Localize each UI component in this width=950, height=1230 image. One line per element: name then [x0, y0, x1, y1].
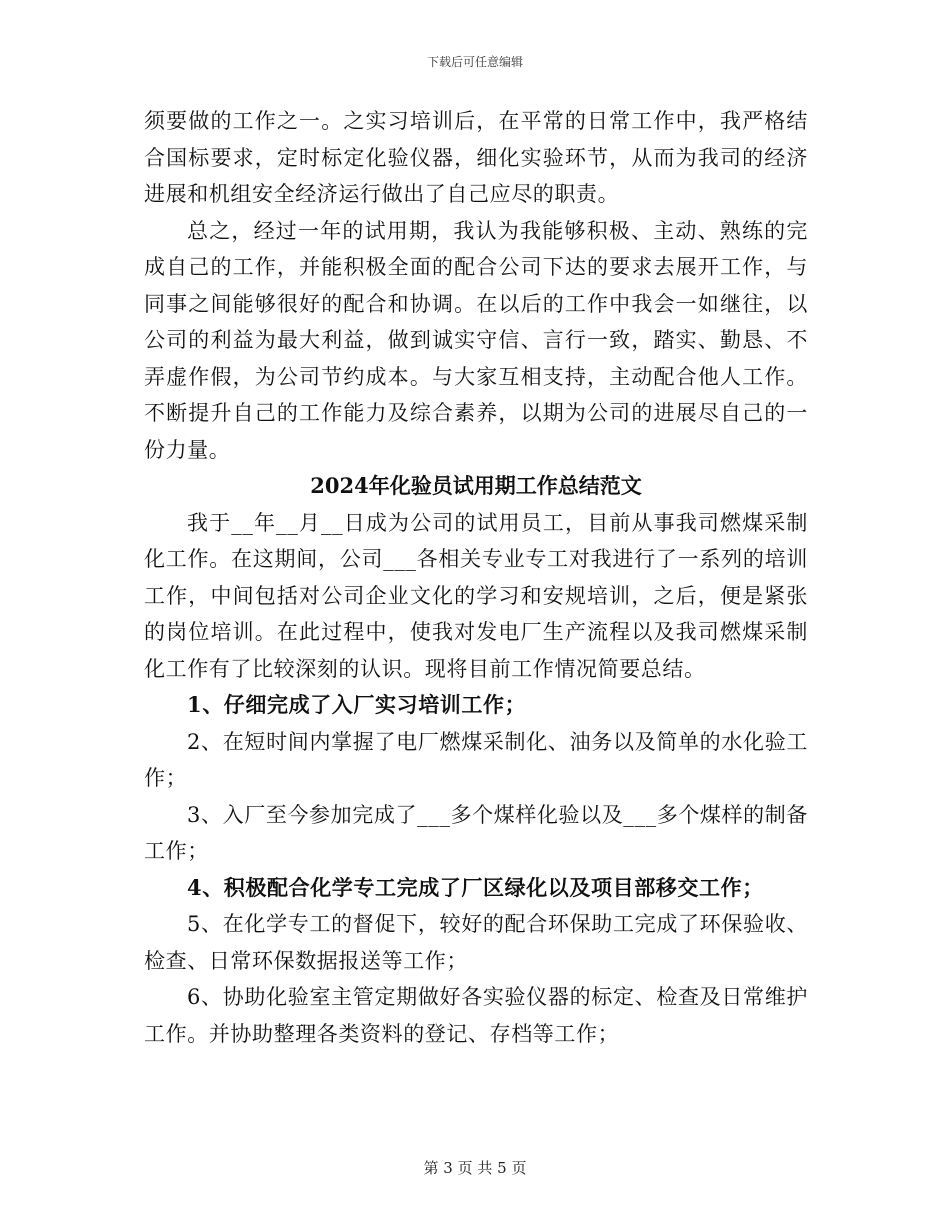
- list-item-1: 1、仔细完成了入厂实习培训工作；: [187, 692, 527, 717]
- list-item-6: 6、协助化验室主管定期做好各实验仪器的标定、检查及日常维护工作。并协助整理各类资料的登记、存档等工作；: [144, 985, 808, 1046]
- list-item-4: 4、积极配合化学专工完成了厂区绿化以及项目部移交工作；: [187, 874, 764, 900]
- list-item-5: 5、在化学专工的督促下，较好的配合环保助工完成了环保验收、检查、日常环保数据报送等工作；: [144, 912, 808, 973]
- paragraph-opening: 我于__年__月__日成为公司的试用员工，目前从事我司燃煤采制化工作。在这期间，公司___各相关专业专工对我进行了一系列的培训工作，中间包括对公司企业文化的学习和安规培训，之后，便是紧张的岗位培训。在此过程中，使我对发电厂生产流程以及我司燃煤采制化工作有了比较深刻的认识。现将目前工作情况简要总结。: [144, 510, 808, 681]
- paragraph-summary: 总之，经过一年的试用期，我认为我能够积极、主动、熟练的完成自己的工作，并能积极全面的配合公司下达的要求去展开工作，与同事之间能够很好的配合和协调。在以后的工作中我会一如继往，以公司的利益为最大利益，做到诚实守信、言行一致，踏实、勤恳、不弄虚作假，为公司节约成本。与大家互相支持，主动配合他人工作。不断提升自己的工作能力及综合素养，以期为公司的进展尽自己的一份力量。: [144, 218, 808, 462]
- list-item-3: 3、入厂至今参加完成了___多个煤样化验以及___多个煤样的制备工作；: [144, 802, 808, 863]
- page-header: 下载后可任意编辑: [426, 55, 523, 69]
- paragraph-intro: 须要做的工作之一。之实习培训后，在平常的日常工作中，我严格结合国标要求，定时标定化验仪器，细化实验环节，从而为我司的经济进展和机组安全经济运行做出了自己应尽的职责。: [144, 109, 808, 206]
- list-item-2: 2、在短时间内掌握了电厂燃煤采制化、油务以及简单的水化验工作；: [144, 729, 808, 790]
- page-footer: 第 3 页 共 5 页: [423, 1159, 527, 1177]
- section-title: 2024年化验员试用期工作总结范文: [310, 473, 642, 498]
- document-body: [144, 103, 808, 1052]
